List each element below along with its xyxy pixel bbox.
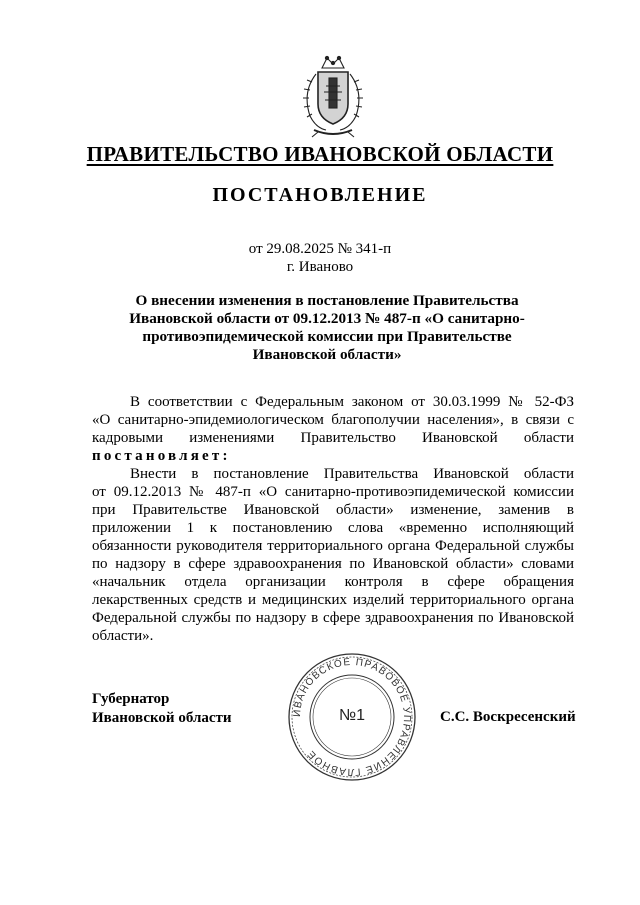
document-type: ПОСТАНОВЛЕНИЕ bbox=[212, 184, 428, 206]
document-city: г. Иваново bbox=[286, 259, 354, 275]
operative-line: области». bbox=[92, 628, 154, 644]
document-subject bbox=[112, 292, 542, 364]
subject-line: О внесении изменения в постановление Правительства bbox=[135, 292, 519, 309]
subject-line: противоэпидемической комиссии при Правительстве bbox=[142, 328, 512, 345]
operative-line: Федеральной службы по надзору в сфере здравоохранения по Ивановской bbox=[92, 610, 574, 626]
stamp-number: №1 bbox=[338, 707, 366, 724]
document-date-number: от 29.08.2025 № 341-п bbox=[248, 241, 392, 257]
preamble-line: В соответствии с Федеральным законом от 30.03.1999 № 52-ФЗ bbox=[130, 394, 574, 410]
operative-line: при Правительстве Ивановской области» изменение, заменив в bbox=[92, 502, 574, 518]
signatory-name: С.С. Воскресенский bbox=[440, 709, 576, 725]
operative-line: «начальник отдела организации контроля в сфере обращения bbox=[92, 574, 574, 590]
preamble-line: «О санитарно-эпидемиологическом благополучии населения», в связи с bbox=[92, 412, 574, 428]
signatory-position-line: Губернатор bbox=[92, 691, 170, 707]
operative-line: приложении 1 к постановлению слова «временно исполняющий bbox=[92, 520, 574, 536]
operative-line: Внести в постановление Правительства Ивановской области bbox=[130, 466, 574, 482]
stamp-ring-text: ИВАНОВСКОЕ ПРАВОВОЕ УПРАВЛЕНИЕ ГЛАВНОЕ bbox=[291, 656, 413, 778]
coat-of-arms-emblem-icon bbox=[296, 52, 370, 140]
document-body bbox=[92, 393, 574, 645]
operative-line: от 09.12.2013 № 487-п «О санитарно-противоэпидемической комиссии bbox=[92, 484, 574, 500]
subject-line: Ивановской области» bbox=[252, 346, 402, 363]
subject-line: Ивановской области от 09.12.2013 № 487-п «О санитарно- bbox=[129, 310, 525, 327]
resolves-word: постановляет: bbox=[92, 448, 231, 464]
operative-line: обязанности руководителя территориального органа Федеральной службы bbox=[92, 538, 574, 554]
operative-line: лекарственных средств и медицинских изделий территориального органа bbox=[92, 592, 574, 608]
signatory-position-line: Ивановской области bbox=[92, 710, 232, 726]
signatory-position bbox=[92, 690, 232, 728]
operative-line: по надзору в сфере здравоохранения по Ивановской области» словами bbox=[92, 556, 574, 572]
preamble-line: кадровыми изменениями Правительство Ивановской области bbox=[92, 430, 574, 446]
government-title: ПРАВИТЕЛЬСТВО ИВАНОВСКОЙ ОБЛАСТИ bbox=[86, 142, 554, 166]
